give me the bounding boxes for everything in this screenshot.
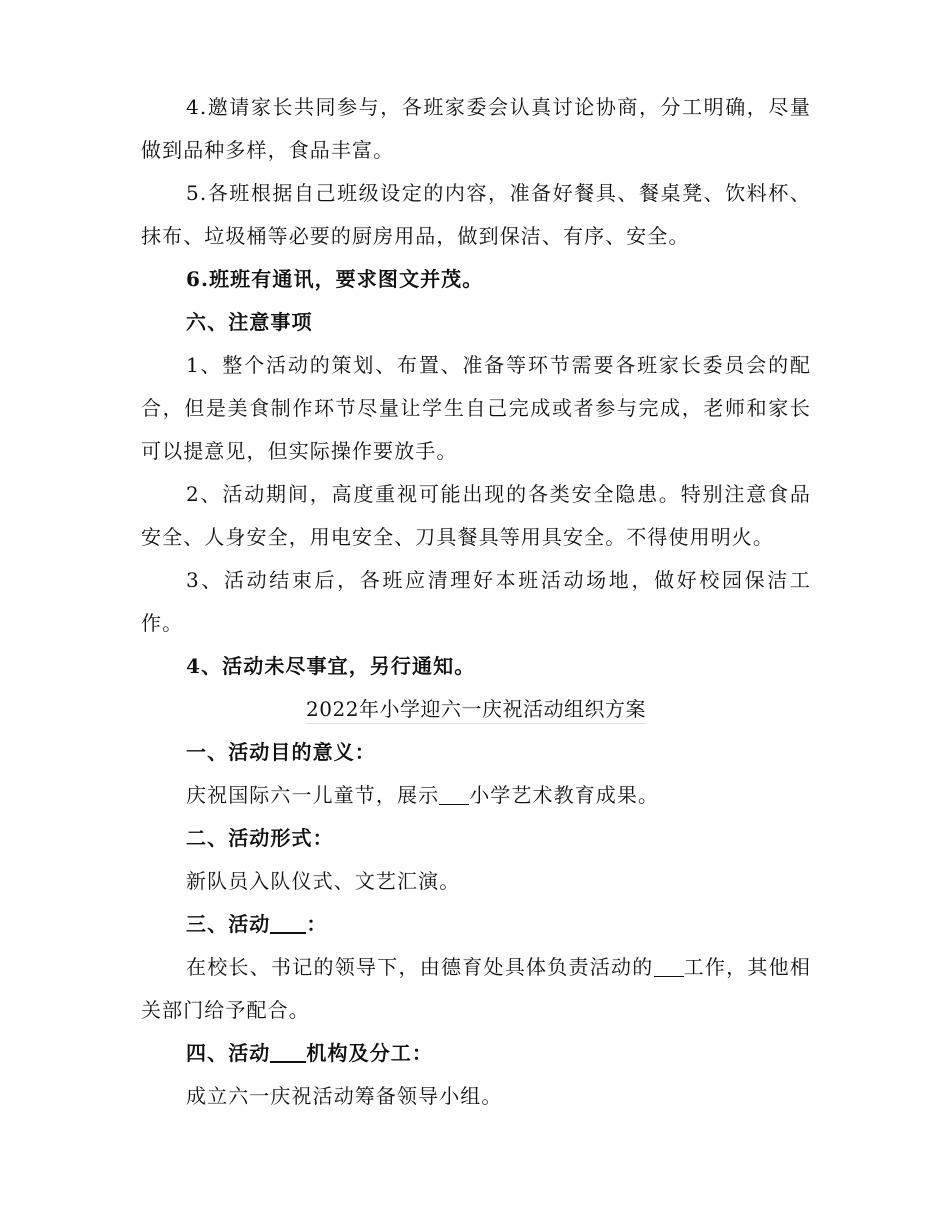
section-text-leadership bbox=[141, 946, 811, 1032]
document-page bbox=[141, 86, 811, 1118]
leadership-heading-end: ： bbox=[306, 912, 328, 936]
document-title bbox=[141, 688, 811, 731]
section-heading-notes: 六、注意事项 bbox=[186, 310, 313, 334]
leadership-text-end: 工作，其他相关部门给予配合。 bbox=[141, 955, 811, 1022]
purpose-text-end: 小学艺术教育成果。 bbox=[469, 783, 660, 807]
section-heading-purpose: 一、活动目的意义： bbox=[186, 740, 376, 764]
note-item-2: 2、活动期间，高度重视可能出现的各类安全隐患。特别注意食品安全、人身安全，用电安全、刀具餐具等用具安全。不得使用明火。 bbox=[141, 482, 811, 549]
blank-line bbox=[439, 784, 469, 805]
paragraph-item-4: 4.邀请家长共同参与，各班家委会认真讨论协商，分工明确，尽量做到品种多样，食品丰富。 bbox=[141, 95, 811, 162]
paragraph-item-6: 6.班班有通讯，要求图文并茂。 bbox=[186, 267, 484, 291]
leadership-text-start: 在校长、书记的领导下，由德育处具体负责活动的 bbox=[186, 955, 654, 979]
organization-heading-start: 四、活动 bbox=[186, 1041, 271, 1065]
paragraph-item-5: 5.各班根据自己班级设定的内容，准备好餐具、餐桌凳、饮料杯、抹布、垃圾桶等必要的厨房用品，做到保洁、有序、安全。 bbox=[141, 181, 811, 248]
purpose-text-start: 庆祝国际六一儿童节，展示 bbox=[186, 783, 440, 807]
note-item-4: 4、活动未尽事宜，另行通知。 bbox=[186, 654, 476, 678]
blank-line bbox=[270, 912, 306, 934]
blank-line bbox=[270, 1041, 306, 1063]
section-text-form: 新队员入队仪式、文艺汇演。 bbox=[186, 869, 461, 893]
note-item-1: 1、整个活动的策划、布置、准备等环节需要各班家长委员会的配合，但是美食制作环节尽量让学生自己完成或者参与完成，老师和家长可以提意见，但实际操作要放手。 bbox=[141, 353, 811, 463]
section-text-organization: 成立六一庆祝活动筹备领导小组。 bbox=[186, 1084, 503, 1108]
section-heading-form: 二、活动形式： bbox=[186, 826, 334, 850]
organization-heading-end: 机构及分工： bbox=[306, 1041, 434, 1065]
note-item-3: 3、活动结束后，各班应清理好本班活动场地，做好校园保洁工作。 bbox=[141, 568, 811, 635]
section-heading-leadership bbox=[141, 903, 811, 946]
section-heading-organization bbox=[141, 1032, 811, 1075]
blank-line bbox=[654, 956, 684, 977]
document-title-text: 2022年小学迎六一庆祝活动组织方案 bbox=[306, 697, 646, 724]
leadership-heading-start: 三、活动 bbox=[186, 912, 271, 936]
section-text-purpose bbox=[141, 774, 811, 817]
